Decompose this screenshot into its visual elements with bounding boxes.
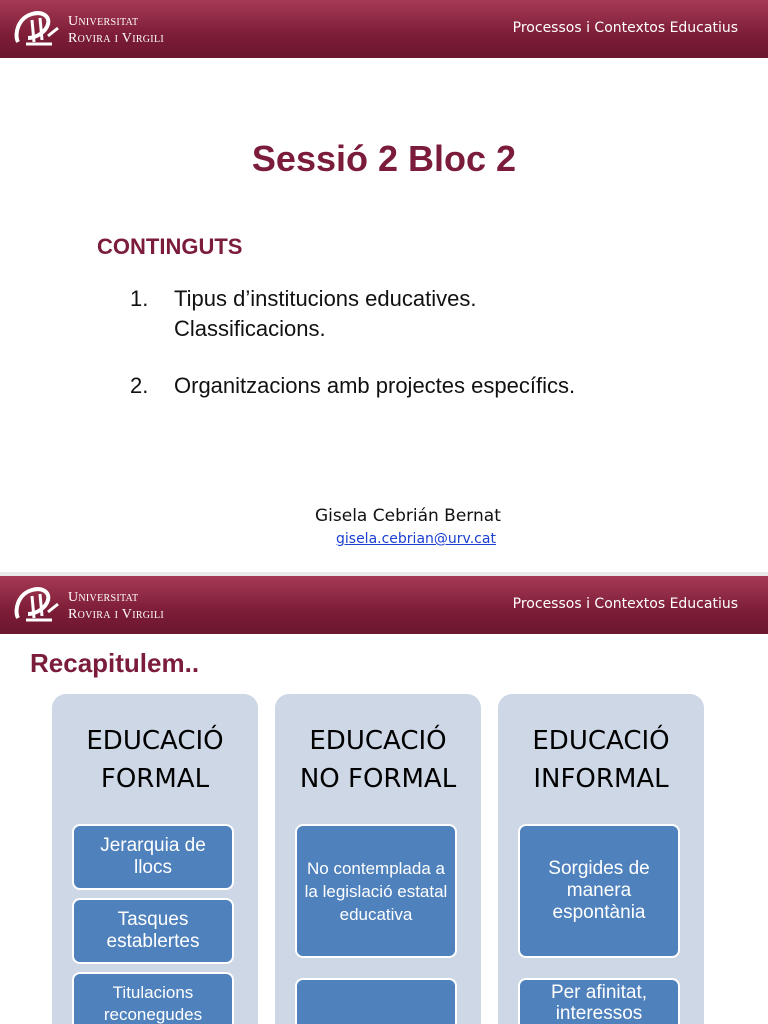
card-jerarquia: Jerarquia de llocs: [72, 824, 234, 890]
column-title-line-2: INFORMAL: [533, 764, 669, 794]
column-title: [275, 722, 481, 798]
slide-title: Sessió 2 Bloc 2: [251, 138, 517, 179]
column-formal: [52, 694, 258, 1024]
urv-logo-icon: [12, 8, 62, 50]
card-tasques: Tasques establertes: [72, 898, 234, 964]
list-text: Organitzacions amb projectes específics.: [174, 373, 576, 398]
card-no-contemplada: No contemplada a la legislació estatal educativa: [295, 824, 457, 958]
column-title-line-2: FORMAL: [100, 764, 210, 794]
logo-line-1: Universitat: [68, 590, 139, 605]
logo-line-2: Rovira i Virgili: [68, 607, 164, 622]
column-title-line-1: EDUCACIÓ: [532, 726, 670, 756]
logo-line-2: Rovira i Virgili: [68, 31, 164, 46]
slide-header: [0, 576, 768, 634]
column-title: [52, 722, 258, 798]
list-number: 2.: [130, 373, 149, 398]
section-heading: CONTINGUTS: [97, 234, 243, 259]
author-name: Gisela Cebrián Bernat: [315, 506, 501, 526]
slide-title: Recapitulem..: [30, 648, 200, 678]
column-title: [498, 722, 704, 798]
card-titulacions: Titulacions reconegudes: [72, 972, 234, 1024]
urv-logo: [12, 584, 172, 628]
card-sorgides: Sorgides de manera espontània: [518, 824, 680, 958]
card-afinitat: Per afinitat, interessos: [518, 978, 680, 1024]
logo-text: [68, 13, 164, 47]
urv-logo: [12, 8, 172, 52]
column-title-line-1: EDUCACIÓ: [309, 726, 447, 756]
column-title-line-1: EDUCACIÓ: [86, 726, 224, 756]
column-title-line-2: NO FORMAL: [299, 764, 457, 794]
list-text: Tipus d’institucions educatives.: [174, 286, 477, 311]
list-number: 1.: [130, 286, 149, 311]
logo-line-1: Universitat: [68, 14, 139, 29]
slide-header: [0, 0, 768, 58]
header-title: Processos i Contextos Educatius: [512, 596, 738, 612]
column-informal: [498, 694, 704, 1024]
logo-text: [68, 589, 164, 623]
slide-2: [0, 576, 768, 1024]
list-text-continued: Classificacions.: [174, 316, 326, 341]
card-empty: [295, 978, 457, 1024]
urv-logo-icon: [12, 584, 62, 626]
header-title: Processos i Contextos Educatius: [512, 20, 738, 36]
column-no-formal: [275, 694, 481, 1024]
author-email-link[interactable]: gisela.cebrian@urv.cat: [336, 531, 496, 547]
